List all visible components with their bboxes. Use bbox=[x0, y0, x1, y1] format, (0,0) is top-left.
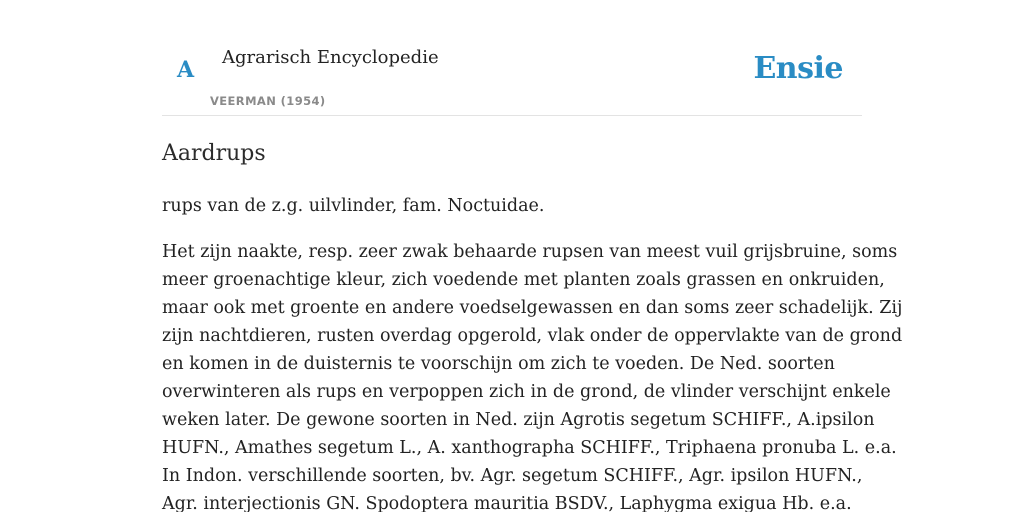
book-edition: VEERMAN (1954) bbox=[210, 94, 326, 108]
body-line: overwinteren als rups en verpoppen zich in de grond, de vlinder verschijnt enkele bbox=[162, 382, 891, 402]
index-letter-link[interactable]: A bbox=[177, 57, 195, 83]
entry-body bbox=[162, 238, 903, 512]
entry-content bbox=[162, 136, 903, 512]
body-line: Agr. interjectionis GN. Spodoptera mauritia BSDV., Laphygma exigua Hb. e.a. bbox=[162, 494, 852, 512]
entry-title: Aardrups bbox=[162, 141, 266, 166]
ensie-logo-link[interactable]: Ensie bbox=[753, 51, 843, 86]
body-line: zijn nachtdieren, rusten overdag opgerold, vlak onder de oppervlakte van de grond bbox=[162, 326, 903, 346]
entry-definition: rups van de z.g. uilvlinder, fam. Noctuidae. bbox=[162, 196, 545, 216]
body-line: Het zijn naakte, resp. zeer zwak behaarde rupsen van meest vuil grijsbruine, soms bbox=[162, 242, 898, 262]
body-line: meer groenachtige kleur, zich voedende met planten zoals grassen en onkruiden, bbox=[162, 270, 885, 290]
body-line: In Indon. verschillende soorten, bv. Agr. segetum SCHIFF., Agr. ipsilon HUFN., bbox=[162, 466, 863, 486]
body-line: weken later. De gewone soorten in Ned. zijn Agrotis segetum SCHIFF., A.ipsilon bbox=[162, 410, 875, 430]
body-line: HUFN., Amathes segetum L., A. xanthographa SCHIFF., Triphaena pronuba L. e.a. bbox=[162, 438, 897, 458]
body-line: en komen in de duisternis te voorschijn om zich te voeden. De Ned. soorten bbox=[162, 354, 835, 374]
body-line: maar ook met groente en andere voedselgewassen en dan soms zeer schadelijk. Zij bbox=[162, 298, 903, 318]
book-header bbox=[162, 0, 862, 116]
book-title-link[interactable]: Agrarisch Encyclopedie bbox=[222, 47, 439, 68]
